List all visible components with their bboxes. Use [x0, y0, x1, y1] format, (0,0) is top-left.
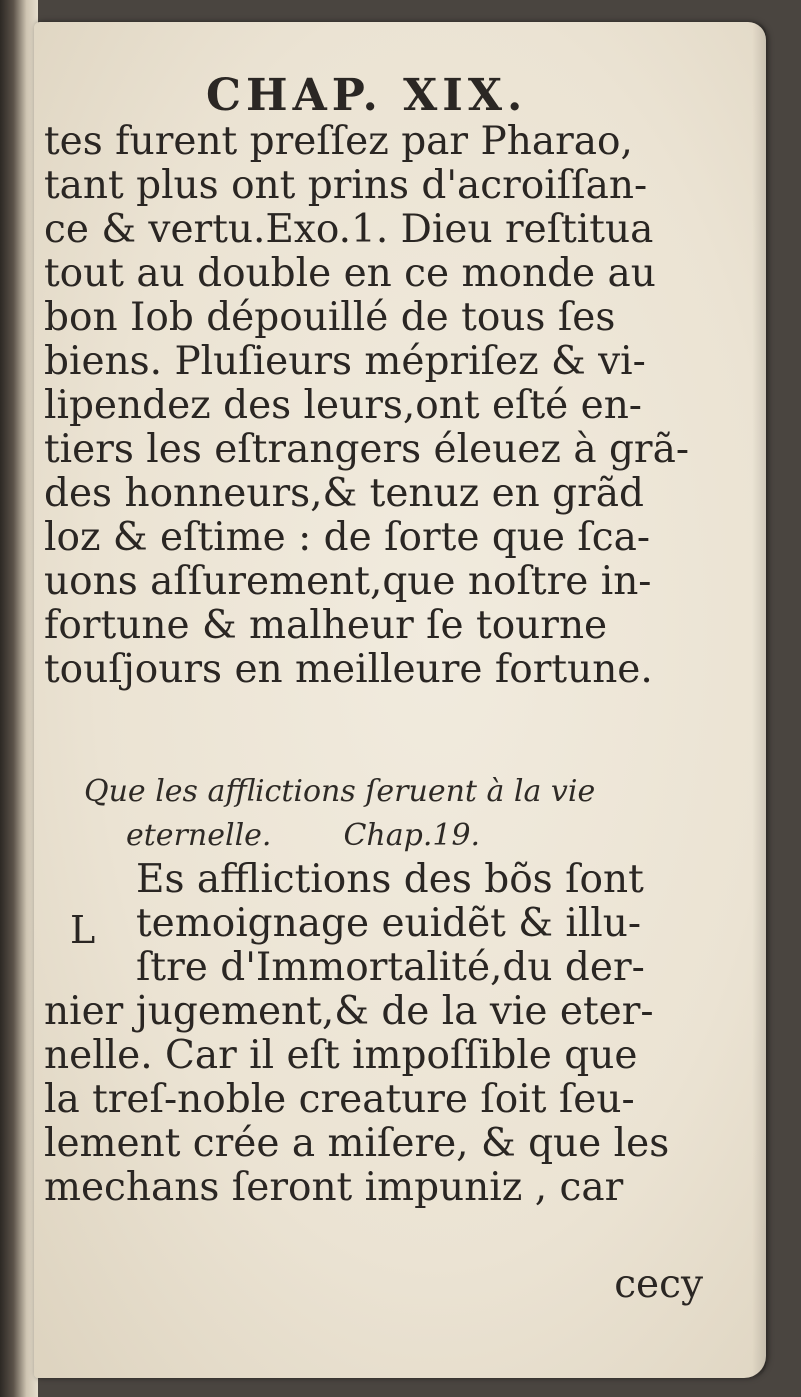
text-line: tiers les eſtrangers éleuez à grã- [44, 427, 690, 472]
text-line: nelle. Car il eſt impoſſible que [44, 1033, 638, 1078]
text-block-bottom [44, 858, 696, 1210]
text-line: uons aſſurement,que noſtre in- [44, 559, 652, 604]
rubric-eternelle: eternelle. [126, 818, 272, 853]
text-line: lement crée a miſere, & que les [44, 1121, 670, 1166]
rubric-line: Que les afflictions ſeruent à la vie [84, 774, 596, 809]
text-line: fortune & malheur ſe tourne [44, 603, 608, 648]
text-line: tes furent preſſez par Pharao, [44, 119, 633, 164]
text-line: ſtre d'Immortalité,du der- [136, 945, 645, 990]
text-line: mechans ſeront impuniz , car [44, 1165, 624, 1210]
catchword: cecy [614, 1262, 703, 1307]
text-line: lipendez des leurs,ont eſté en- [44, 383, 642, 428]
rubric-line-2 [84, 814, 664, 858]
rubric-chapter-ref: Chap.19. [343, 818, 481, 853]
running-header: CHAP. XIX. [206, 70, 528, 121]
text-line: nier jugement,& de la vie eter- [44, 989, 654, 1034]
page-edge-shadow [752, 22, 766, 1378]
text-line: la treſ-noble creature ſoit ſeu- [44, 1077, 635, 1122]
text-line: bon Iob dépouillé de tous ſes [44, 295, 616, 340]
drop-cap: L [70, 908, 96, 952]
book-spine-edge [0, 0, 38, 1397]
text-block-top [44, 120, 696, 692]
chapter-rubric [84, 770, 664, 858]
text-line: Es afflictions des bõs ſont [136, 857, 644, 902]
text-line: tant plus ont prins d'acroiſſan- [44, 163, 648, 208]
text-line: loz & eſtime : de ſorte que ſca- [44, 515, 651, 560]
text-line: des honneurs,& tenuz en grãd [44, 471, 645, 516]
text-line: temoignage euidẽt & illu- [136, 901, 642, 946]
text-line: biens. Pluſieurs mépriſez & vi- [44, 339, 646, 384]
text-line: touſjours en meilleure fortune. [44, 647, 653, 692]
text-line: tout au double en ce monde au [44, 251, 656, 296]
text-line: ce & vertu.Exo.1. Dieu reſtitua [44, 207, 654, 252]
